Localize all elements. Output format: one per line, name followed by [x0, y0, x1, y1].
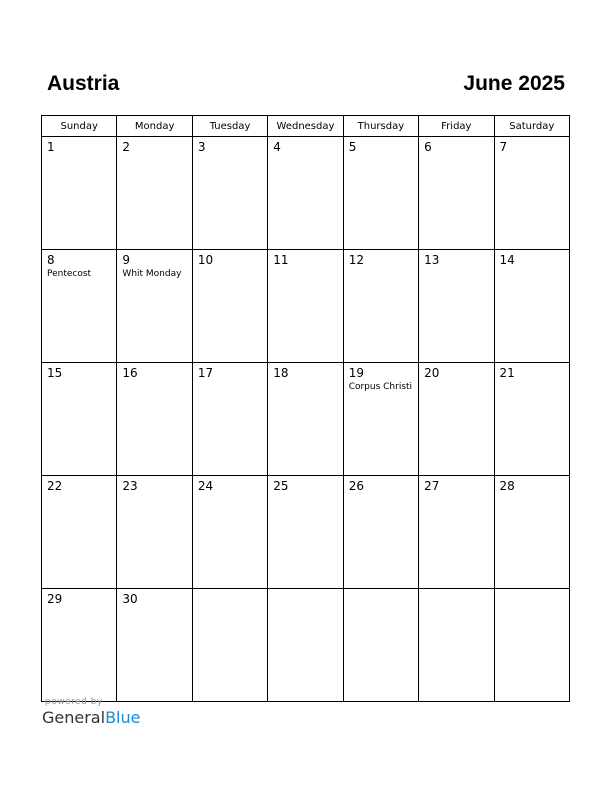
- weekday-saturday: Saturday: [494, 116, 569, 137]
- day-cell: [192, 589, 267, 702]
- day-number: 24: [197, 479, 214, 493]
- weekday-monday: Monday: [117, 116, 192, 137]
- month-year-title: June 2025: [463, 72, 565, 95]
- day-number: 3: [197, 140, 206, 154]
- day-cell[interactable]: [343, 363, 418, 476]
- day-number: 21: [499, 366, 515, 380]
- day-cell[interactable]: [494, 476, 569, 589]
- day-number: 16: [122, 366, 138, 380]
- day-number: 14: [499, 253, 515, 267]
- day-number: 19: [348, 366, 364, 380]
- day-number: 2: [122, 140, 131, 154]
- weekday-friday: Friday: [419, 116, 494, 137]
- day-number: 10: [197, 253, 214, 267]
- day-number: 27: [424, 479, 440, 493]
- day-number: 7: [499, 140, 508, 154]
- day-number: 5: [348, 140, 357, 154]
- day-number: 1: [47, 140, 55, 154]
- day-cell[interactable]: [419, 363, 494, 476]
- day-cell: [419, 589, 494, 702]
- powered-by-text: powered by: [45, 697, 103, 707]
- day-cell[interactable]: [268, 250, 343, 363]
- week-row: [42, 589, 570, 702]
- day-cell[interactable]: [117, 250, 192, 363]
- day-cell: [343, 589, 418, 702]
- day-cell[interactable]: [494, 137, 569, 250]
- country-title: Austria: [47, 72, 120, 95]
- weekday-tuesday: Tuesday: [192, 116, 267, 137]
- day-number: 11: [273, 253, 289, 267]
- week-row: [42, 137, 570, 250]
- day-cell[interactable]: [117, 476, 192, 589]
- day-cell[interactable]: [117, 363, 192, 476]
- footer: [42, 697, 140, 727]
- holiday-label: Corpus Christi: [348, 382, 413, 392]
- day-number: 23: [122, 479, 138, 493]
- holiday-label: Whit Monday: [122, 269, 182, 279]
- day-cell[interactable]: [42, 363, 117, 476]
- day-cell[interactable]: [494, 363, 569, 476]
- day-cell[interactable]: [117, 137, 192, 250]
- day-cell[interactable]: [192, 137, 267, 250]
- day-cell[interactable]: [343, 250, 418, 363]
- weekday-sunday: Sunday: [42, 116, 117, 137]
- day-cell[interactable]: [268, 137, 343, 250]
- day-cell[interactable]: [117, 589, 192, 702]
- weekday-header-row: [42, 116, 570, 137]
- day-cell[interactable]: [419, 137, 494, 250]
- day-cell[interactable]: [268, 363, 343, 476]
- brand-blue-text: Blue: [105, 708, 141, 727]
- day-number: 29: [47, 592, 63, 606]
- week-row: [42, 363, 570, 476]
- day-cell: [494, 589, 569, 702]
- day-cell[interactable]: [192, 476, 267, 589]
- day-number: 12: [348, 253, 364, 267]
- calendar-grid: [41, 115, 570, 702]
- day-cell[interactable]: [42, 250, 117, 363]
- day-cell[interactable]: [42, 137, 117, 250]
- day-cell[interactable]: [419, 476, 494, 589]
- day-number: 22: [47, 479, 63, 493]
- day-number: 13: [424, 253, 440, 267]
- day-cell[interactable]: [268, 476, 343, 589]
- day-cell[interactable]: [343, 137, 418, 250]
- day-number: 20: [424, 366, 440, 380]
- day-number: 9: [122, 253, 131, 267]
- day-number: 6: [424, 140, 432, 154]
- day-number: 18: [273, 366, 289, 380]
- day-cell[interactable]: [192, 250, 267, 363]
- day-number: 28: [499, 479, 515, 493]
- day-cell[interactable]: [419, 250, 494, 363]
- week-row: [42, 250, 570, 363]
- weekday-wednesday: Wednesday: [268, 116, 343, 137]
- day-number: 8: [47, 253, 55, 267]
- day-number: 17: [197, 366, 214, 380]
- day-cell: [268, 589, 343, 702]
- brand-logo[interactable]: [42, 708, 140, 727]
- brand-general-text: General: [42, 708, 106, 727]
- day-number: 4: [273, 140, 281, 154]
- day-cell[interactable]: [42, 476, 117, 589]
- day-number: 30: [122, 592, 138, 606]
- day-cell[interactable]: [494, 250, 569, 363]
- day-cell[interactable]: [192, 363, 267, 476]
- day-cell[interactable]: [343, 476, 418, 589]
- week-row: [42, 476, 570, 589]
- calendar-body: [42, 137, 570, 702]
- weekday-thursday: Thursday: [343, 116, 418, 137]
- day-number: 15: [47, 366, 63, 380]
- day-cell[interactable]: [42, 589, 117, 702]
- day-number: 26: [348, 479, 364, 493]
- day-number: 25: [273, 479, 289, 493]
- holiday-label: Pentecost: [47, 269, 92, 279]
